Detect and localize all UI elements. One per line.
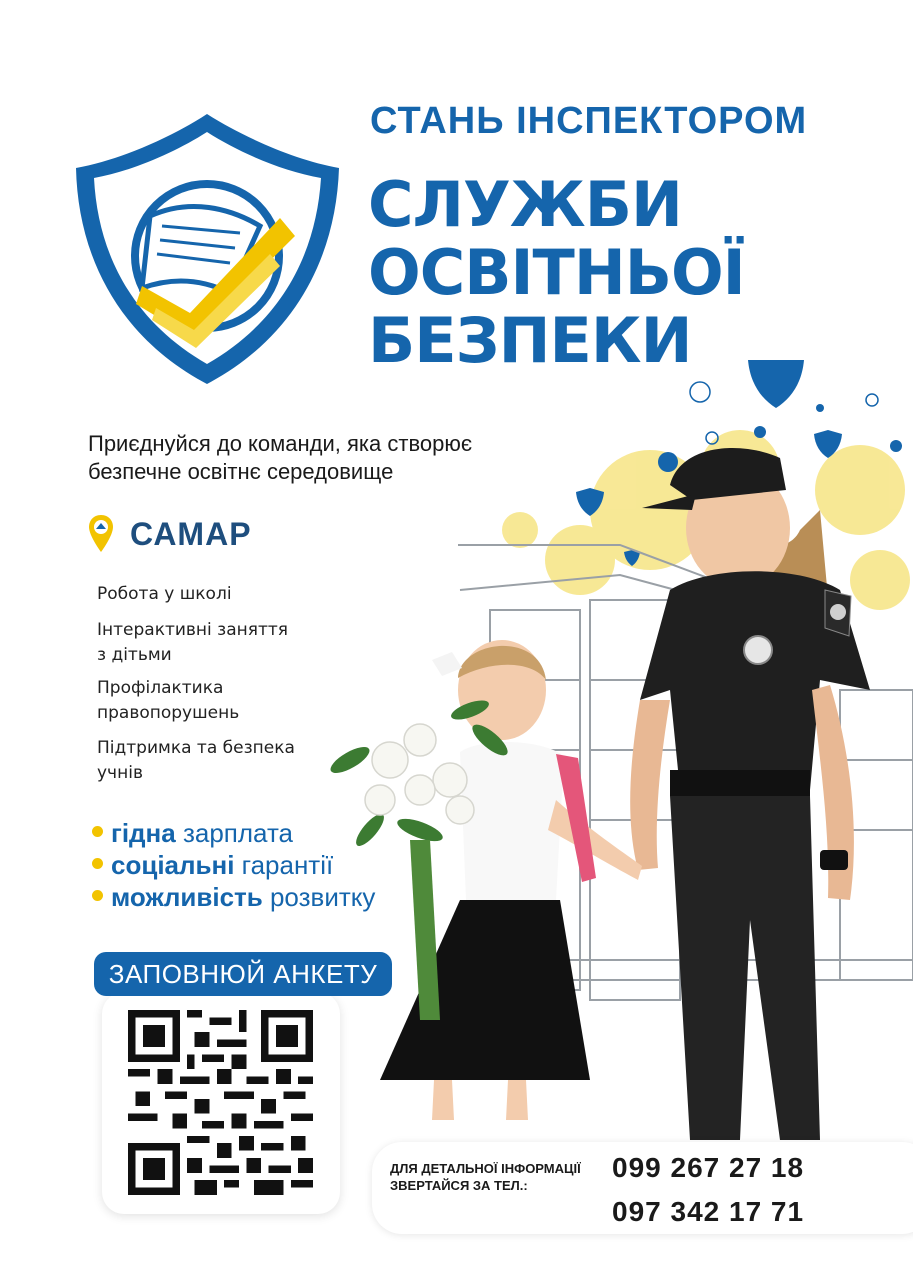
bullet-dot-icon xyxy=(92,858,103,869)
qr-code-icon[interactable] xyxy=(128,1010,313,1195)
city-name: САМАР xyxy=(130,516,252,552)
headline-line-3: БЕЗПЕКИ xyxy=(368,304,692,377)
tagline-line-2: безпечне освітнє середовище xyxy=(88,459,394,484)
benefit-item: можливість розвитку xyxy=(92,882,375,920)
duty-item: Профілактика правопорушень xyxy=(97,678,240,723)
location-pin-icon xyxy=(88,514,114,554)
phone-number-1[interactable]: 099 267 27 18 xyxy=(612,1152,805,1183)
fill-form-button[interactable]: ЗАПОВНЮЙ АНКЕТУ xyxy=(94,952,392,996)
headline-line-2: ОСВІТНЬОЇ xyxy=(368,236,745,309)
headline-line-1: СЛУЖБИ xyxy=(368,168,682,241)
benefit-item: соціальні гарантії xyxy=(92,850,333,888)
headline-small: СТАНЬ ІНСПЕКТОРОМ xyxy=(370,100,808,142)
bullet-dot-icon xyxy=(92,890,103,901)
bullet-dot-icon xyxy=(92,826,103,837)
duty-item: Робота у школі xyxy=(97,584,232,604)
contact-label: ДЛЯ ДЕТАЛЬНОЇ ІНФОРМАЦІЇ ЗВЕРТАЙСЯ ЗА ТЕЛ.: xyxy=(390,1161,581,1193)
duty-item: Підтримка та безпека учнів xyxy=(97,738,295,783)
tagline-line-1: Приєднуйся до команди, яка створює xyxy=(88,431,473,456)
shield-logo-icon xyxy=(70,108,345,390)
phone-number-2[interactable]: 097 342 17 71 xyxy=(612,1196,805,1227)
duty-item: Інтерактивні заняття з дітьми xyxy=(97,620,289,665)
tagline xyxy=(88,430,472,486)
benefit-item: гідна зарплата xyxy=(92,818,293,856)
